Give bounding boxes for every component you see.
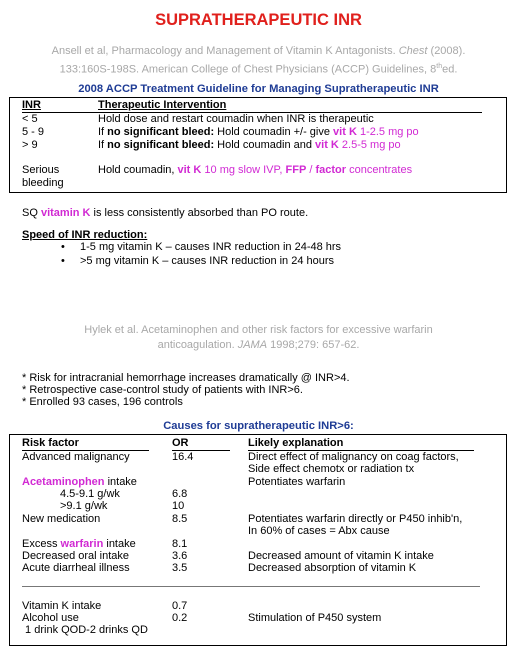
guideline-intervention-4 — [98, 164, 412, 176]
citation-1-line-1 — [0, 44, 517, 59]
citation-1 — [0, 44, 517, 78]
cause-or-9: 0.7 — [172, 600, 188, 612]
row-4-post: concentrates — [346, 164, 413, 176]
guideline-intervention-1: Hold dose and restart coumadin when INR is therapeutic — [98, 113, 374, 125]
cause-risk-5: New medication — [22, 513, 101, 525]
citation-1-text-2: 133:160S-198S. American College of Chest Physicians (ACCP) Guidelines, 8 — [59, 63, 437, 76]
cause-expl-7: Decreased amount of vitamin K intake — [248, 550, 434, 562]
row-2-dose: 1-2.5 mg po — [356, 126, 419, 138]
cause-or-4: 10 — [172, 500, 185, 512]
cause-risk-4: >9.1 g/wk — [60, 500, 108, 512]
row-3-mid: Hold coumadin and — [214, 139, 316, 151]
citation-2-line-1: Hylek et al. Acetaminophen and other risk factors for excessive warfarin — [84, 324, 433, 336]
cause-expl-5a: Potentiates warfarin directly or P450 inhib'n, — [248, 513, 463, 525]
row-2-pre: If — [98, 126, 108, 138]
row-4-vitk: vit K — [177, 164, 202, 176]
study-note-1: * Risk for intracranial hemorrhage increases dramatically @ INR>4. — [22, 372, 350, 384]
citation-2-text: anticoagulation. — [157, 339, 238, 351]
cause-risk-6 — [22, 538, 136, 550]
row-4-ffp: FFP — [285, 164, 307, 176]
citation-1-text: Ansell et al, Pharmacology and Management of Vitamin K Antagonists. — [51, 45, 399, 57]
cause-or-8: 3.5 — [172, 562, 188, 574]
speed-item-2: >5 mg vitamin K – causes INR reduction in 24 hours — [80, 255, 335, 267]
cause-expl-8: Decreased absorption of vitamin K — [248, 562, 417, 574]
cause-expl-5b: In 60% of cases = Abx cause — [248, 525, 390, 537]
guideline-inr-1: < 5 — [22, 113, 38, 125]
page-title: SUPRATHERAPEUTIC INR — [155, 11, 362, 29]
guideline-intervention-3 — [98, 139, 401, 151]
guideline-inr-4a: Serious — [22, 164, 60, 176]
citation-1-line-2 — [0, 59, 517, 78]
row-4-slash: / — [306, 164, 316, 176]
cause-expl-1a: Direct effect of malignancy on coag factors, — [248, 451, 459, 463]
cause-risk-7: Decreased oral intake — [22, 550, 130, 562]
cause-or-5: 8.5 — [172, 513, 188, 525]
study-note-3: * Enrolled 93 cases, 196 controls — [22, 396, 183, 408]
row-4-factor: factor — [315, 164, 347, 176]
citation-2 — [0, 323, 517, 353]
cause-risk-11: 1 drink QOD-2 drinks QD — [22, 624, 148, 636]
row-3-dose: 2.5-5 mg po — [338, 139, 401, 151]
speed-item-1: 1-5 mg vitamin K – causes INR reduction in 24-48 hrs — [80, 241, 342, 253]
warfarin-post: intake — [103, 538, 136, 550]
sq-note-vitk: vitamin K — [40, 207, 91, 219]
cause-or-6: 8.1 — [172, 538, 188, 550]
guideline-col-inr: INR — [22, 99, 41, 111]
row-3-vitk: vit K — [315, 139, 339, 151]
row-2-vitk: vit K — [333, 126, 357, 138]
guideline-inr-3: > 9 — [22, 139, 38, 151]
causes-col-expl: Likely explanation — [248, 437, 344, 449]
guideline-col-intervention: Therapeutic Intervention — [98, 99, 227, 111]
row-3-pre: If — [98, 139, 108, 151]
row-3-bold: no significant bleed: — [107, 139, 215, 151]
causes-col-or: OR — [172, 437, 189, 449]
sq-note — [22, 207, 308, 219]
cause-or-1: 16.4 — [172, 451, 194, 463]
cause-expl-2: Potentiates warfarin — [248, 476, 346, 488]
citation-1-year: (2008). — [427, 45, 466, 57]
guideline-inr-2: 5 - 9 — [22, 126, 45, 138]
cause-expl-10: Stimulation of P450 system — [248, 612, 382, 624]
cause-risk-2 — [22, 476, 137, 488]
speed-bullet-1: • — [61, 241, 65, 253]
acetaminophen-post: intake — [104, 476, 137, 488]
cause-risk-1: Advanced malignancy — [22, 451, 130, 463]
cause-risk-9: Vitamin K intake — [22, 600, 102, 612]
warfarin-highlight: warfarin — [60, 538, 104, 550]
row-2-bold: no significant bleed: — [107, 126, 215, 138]
citation-1-sup: th — [436, 63, 443, 70]
citation-1-journal: Chest — [398, 45, 428, 57]
warfarin-pre: Excess — [22, 538, 61, 550]
guideline-inr-4b: bleeding — [22, 177, 64, 189]
cause-risk-3: 4.5-9.1 g/wk — [60, 488, 120, 500]
causes-heading: Causes for supratherapeutic INR>6: — [163, 420, 354, 432]
sq-note-post: is less consistently absorbed than PO route. — [90, 207, 309, 219]
citation-2-journal: JAMA — [237, 339, 268, 351]
speed-bullet-2: • — [61, 255, 65, 267]
sq-note-pre: SQ — [22, 207, 41, 219]
acetaminophen-highlight: Acetaminophen — [22, 476, 105, 488]
row-4-dose: 10 mg slow IVP, — [201, 164, 286, 176]
citation-1-ed: ed. — [442, 63, 458, 76]
row-4-pre: Hold coumadin, — [98, 164, 178, 176]
speed-heading: Speed of INR reduction: — [22, 229, 148, 241]
causes-col-risk: Risk factor — [22, 437, 79, 449]
study-note-2: * Retrospective case-control study of patients with INR>6. — [22, 384, 303, 396]
guideline-intervention-2 — [98, 126, 419, 138]
cause-or-7: 3.6 — [172, 550, 188, 562]
cause-expl-1b: Side effect chemotx or radiation tx — [248, 463, 415, 475]
citation-2-line-2 — [0, 338, 517, 353]
cause-or-3: 6.8 — [172, 488, 188, 500]
causes-divider — [22, 586, 480, 587]
cause-risk-10: Alcohol use — [22, 612, 79, 624]
citation-2-ref: 1998;279: 657-62. — [267, 339, 360, 351]
cause-risk-8: Acute diarrheal illness — [22, 562, 130, 574]
guideline-heading: 2008 ACCP Treatment Guideline for Managing Supratherapeutic INR — [78, 83, 439, 95]
cause-or-10: 0.2 — [172, 612, 188, 624]
row-2-mid: Hold coumadin +/- give — [214, 126, 334, 138]
